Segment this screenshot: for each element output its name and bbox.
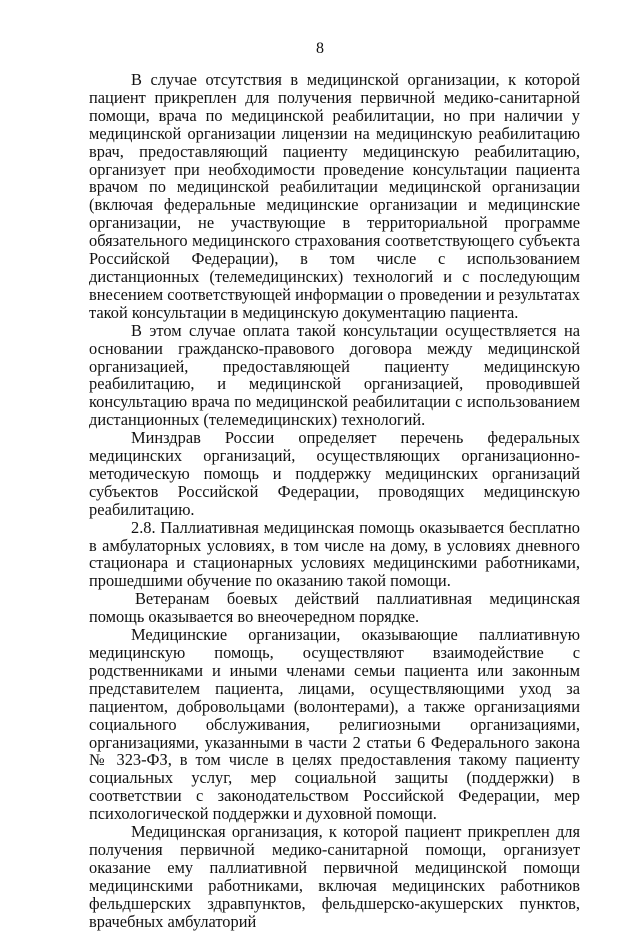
paragraph-ministry-list: Минздрав России определяет перечень федеральных медицинских организаций, осуществляющих организационно-методическую помощь и поддержку медицинских организаций субъектов Российской Федерации, проводящих медицинскую реабилитацию. [89,428,580,519]
paragraph-primary-palliative-care: Медицинская организация, к которой пациент прикреплен для получения первичной медико-санитарной помощи, организует оказание ему паллиативной первичной медицинской помощи медицинскими работниками, включая медицинских работников фельдшерских здравпунктов, фельдшерско-акушерских пунктов, врачебных амбулаторий [89,822,580,931]
paragraph-veterans-priority: Ветеранам боевых действий паллиативная медицинская помощь оказывается во внеочередном порядке. [89,589,580,627]
document-body [89,71,580,931]
paragraph-telemedicine-consultation: В случае отсутствия в медицинской организации, к которой пациент прикреплен для получения первичной медико-санитарной помощи, врача по медицинской реабилитации, но при наличии у медицинской организации лицензии на медицинскую реабилитацию врач, предоставляющий пациенту медицинскую реабилитацию, организует при необходимости проведение консультации пациента врачом по медицинской реабилитации медицинской организации (включая федеральные медицинские организации и медицинские организации, не участвующие в территориальной программе обязательного медицинского страхования соответствующего субъекта Российской Федерации), в том числе с использованием дистанционных (телемедицинских) технологий и с последующим внесением соответствующей информации о проведении и результатах такой консультации в медицинскую документацию пациента. [89,70,580,322]
page-number: 8 [316,40,324,57]
paragraph-consultation-payment: В этом случае оплата такой консультации осуществляется на основании гражданско-правового договора между медицинской организацией, предоставляющей пациенту медицинскую реабилитацию, и медицинской организацией, проводившей консультацию врача по медицинской реабилитации с использованием дистанционных (телемедицинских) технологий. [89,320,580,430]
paragraph-section-2-8: 2.8. Паллиативная медицинская помощь оказывается бесплатно в амбулаторных условиях, в том числе на дому, в условиях дневного стационара и стационарных условиях медицинскими работниками, прошедшими обучение по оказанию такой помощи. [89,517,580,591]
paragraph-organizations-interaction: Медицинские организации, оказывающие паллиативную медицинскую помощь, осуществляют взаимодействие с родственниками и иными членами семьи пациента или законным представителем пациента, лицами, осуществляющими уход за пациентом, добровольцами (волонтерами), а также организациями социального обслуживания, религиозными организациями, организациями, указанными в части 2 статьи 6 Федерального закона № 323-ФЗ, в том числе в целях предоставления такому пациенту социальных услуг, мер социальной защиты (поддержки) в соответствии с законодательством Российской Федерации, мер психологической поддержки и духовной помощи. [89,625,580,824]
